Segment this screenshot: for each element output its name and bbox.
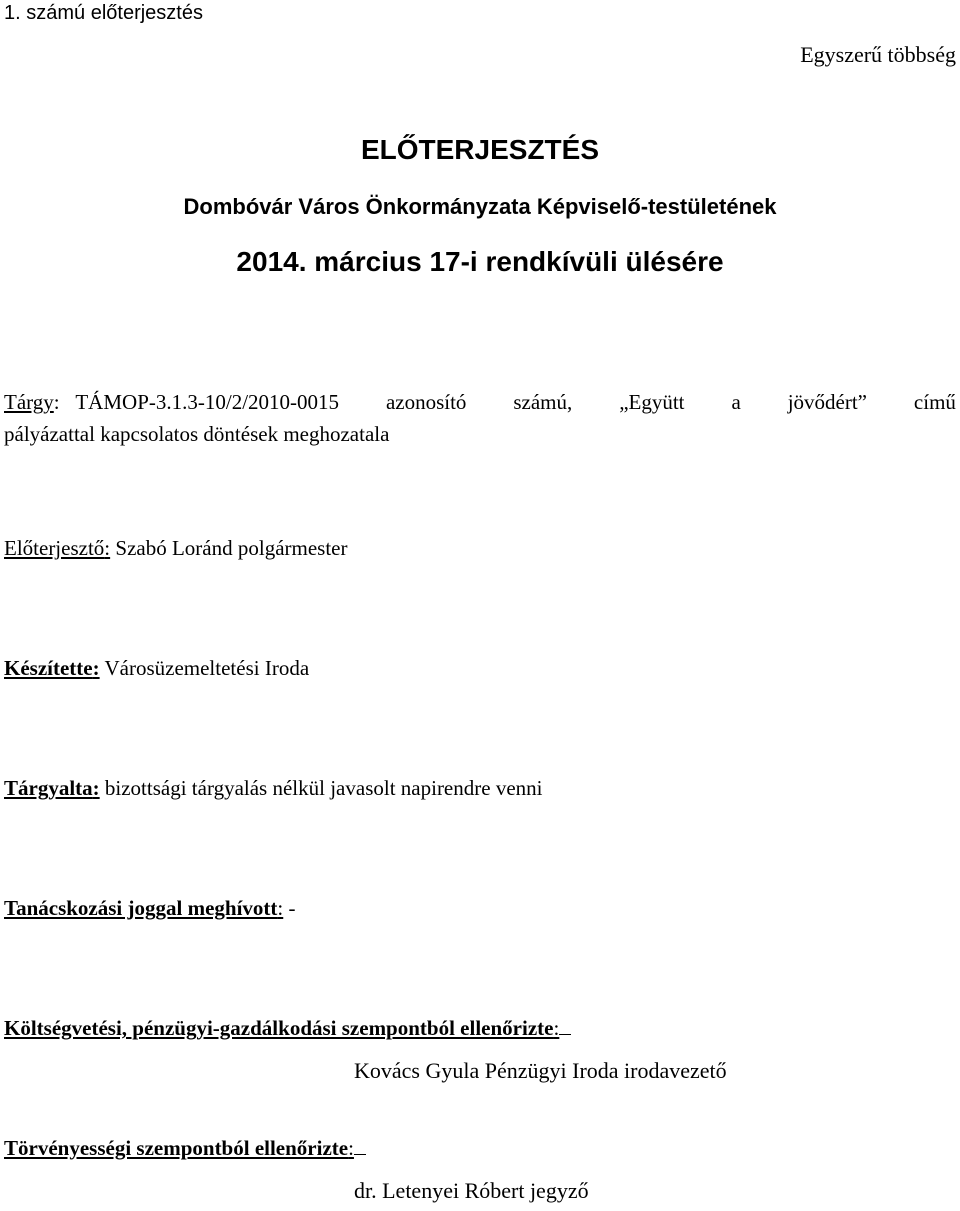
prepared-by-value: Városüzemeltetési Iroda <box>104 656 310 680</box>
document-title: ELŐTERJESZTÉS <box>360 134 600 165</box>
presenter-label: Előterjesztő <box>4 536 105 560</box>
presenter-row: Előterjesztő: Szabó Loránd polgármester <box>4 536 348 560</box>
discussed-row: Tárgyalta: bizottsági tárgyalás nélkül javasolt napirendre venni <box>4 776 543 800</box>
prepared-by-label: Készítette <box>4 656 93 680</box>
presenter-value: Szabó Loránd polgármester <box>115 536 348 560</box>
budget-check-person: Kovács Gyula Pénzügyi Iroda irodavezető <box>354 1058 727 1083</box>
subject-word: című <box>913 390 956 414</box>
discussed-label: Tárgyalta <box>4 776 93 800</box>
document-subtitle-body: Dombóvár Város Önkormányzata Képviselő-testületének <box>183 194 777 219</box>
subject-word: „Együtt <box>619 390 685 414</box>
legal-check-row: Törvényességi szempontból ellenőrizte: <box>4 1136 366 1161</box>
subject-word: számú, <box>513 390 573 414</box>
majority-type: Egyszerű többség <box>800 42 956 67</box>
subject-line-1 <box>4 386 956 418</box>
subject-word: azonosító <box>385 390 467 414</box>
consultative-row: Tanácskozási joggal meghívott: - <box>4 896 296 920</box>
underline-trail <box>354 1136 366 1155</box>
page-header-title: 1. számú előterjesztés <box>4 2 203 24</box>
subject-word: TÁMOP-3.1.3-10/2/2010-0015 <box>75 390 340 414</box>
prepared-by-row: Készítette: Városüzemeltetési Iroda <box>4 656 310 680</box>
subject-line-2: pályázattal kapcsolatos döntések meghozatala <box>4 422 390 446</box>
budget-check-label: Költségvetési, pénzügyi-gazdálkodási szempontból ellenőrizte <box>4 1016 554 1040</box>
subject-word: a <box>731 390 741 414</box>
subject-word: jövődért” <box>787 390 867 414</box>
legal-check-person: dr. Letenyei Róbert jegyző <box>354 1178 589 1203</box>
subject-label: Tárgy <box>4 390 54 414</box>
underline-trail <box>559 1016 571 1035</box>
budget-check-row: Költségvetési, pénzügyi-gazdálkodási szempontból ellenőrizte: <box>4 1016 571 1041</box>
consultative-label: Tanácskozási joggal meghívott <box>4 896 278 920</box>
discussed-value: bizottsági tárgyalás nélkül javasolt napirendre venni <box>104 776 543 800</box>
legal-check-label: Törvényességi szempontból ellenőrizte <box>4 1136 349 1160</box>
subject-block <box>4 386 956 450</box>
document-subtitle-date: 2014. március 17-i rendkívüli ülésére <box>236 246 724 277</box>
consultative-value: - <box>288 896 296 920</box>
subject-label-group: Tárgy: TÁMOP-3.1.3-10/2/2010-0015 <box>4 390 340 414</box>
